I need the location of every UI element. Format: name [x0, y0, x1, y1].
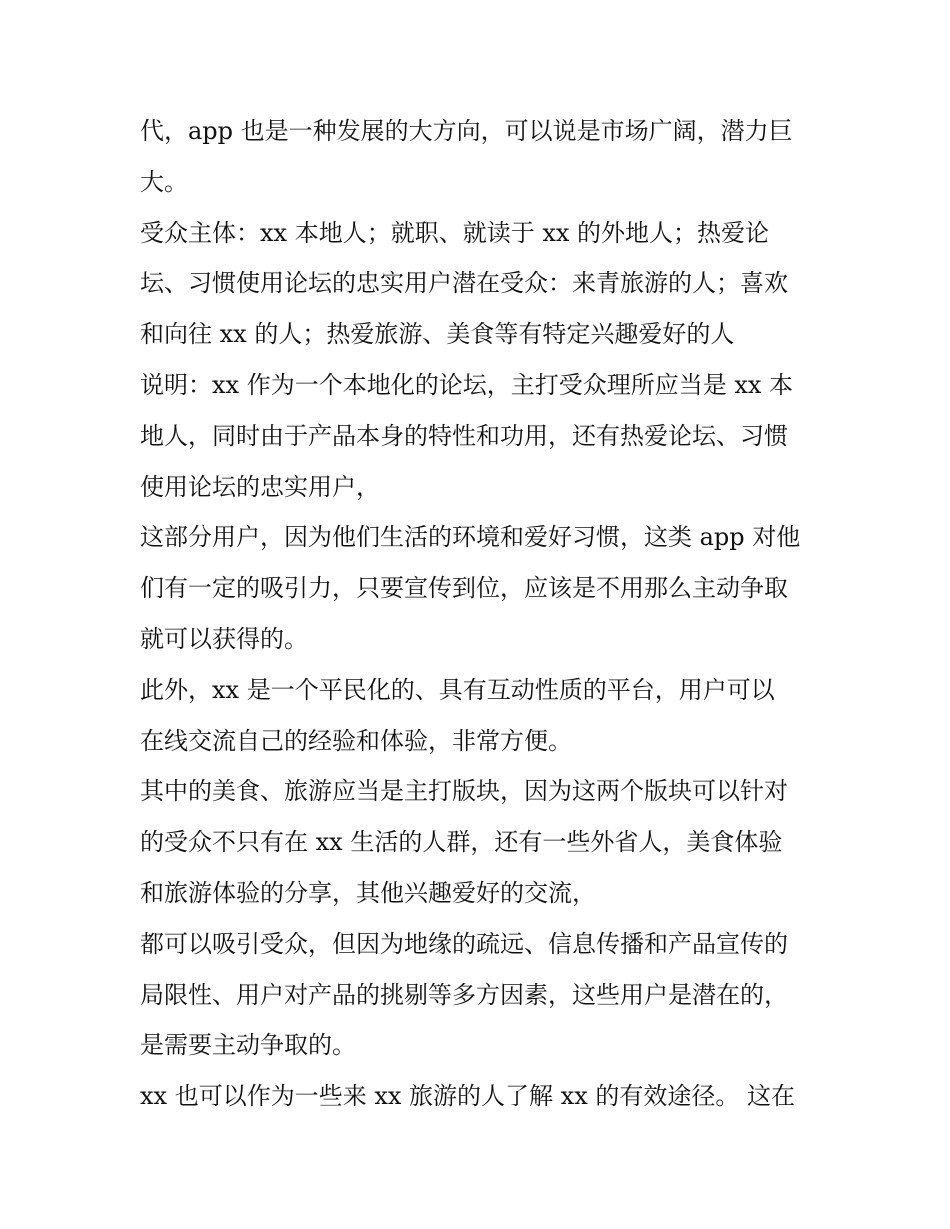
- text-line: 都可以吸引受众，但因为地缘的疏远、信息传播和产品宣传的: [140, 929, 788, 958]
- text-line: 局限性、用户对产品的挑剔等多方因素，这些用户是潜在的，: [140, 980, 788, 1009]
- text-line: 地人，同时由于产品本身的特性和功用，还有热爱论坛、习惯: [140, 421, 788, 450]
- text-line: 这部分用户，因为他们生活的环境和爱好习惯，这类 app 对他: [140, 523, 801, 552]
- text-line: 和旅游体验的分享，其他兴趣爱好的交流，: [140, 878, 596, 907]
- text-line: 是需要主动争取的。: [140, 1031, 356, 1060]
- text-line: 使用论坛的忠实用户，: [140, 472, 380, 501]
- text-line: xx 也可以作为一些来 xx 旅游的人了解 xx 的有效途径。 这在: [140, 1082, 795, 1111]
- text-line: 受众主体：xx 本地人；就职、就读于 xx 的外地人；热爱论: [140, 218, 770, 247]
- text-line: 们有一定的吸引力，只要宣传到位，应该是不用那么主动争取: [140, 574, 788, 603]
- text-line: 其中的美食、旅游应当是主打版块，因为这两个版块可以针对: [140, 777, 788, 806]
- text-line: 就可以获得的。: [140, 624, 308, 653]
- body-text: [140, 106, 820, 1122]
- text-line: 的受众不只有在 xx 生活的人群，还有一些外省人，美食体验: [140, 828, 783, 857]
- text-line: 和向往 xx 的人；热爱旅游、美食等有特定兴趣爱好的人: [140, 320, 735, 349]
- text-line: 坛、习惯使用论坛的忠实用户潜在受众：来青旅游的人；喜欢: [140, 269, 788, 298]
- text-line: 在线交流自己的经验和体验，非常方便。: [140, 726, 572, 755]
- text-line: 大。: [140, 167, 188, 196]
- text-line: 代，app 也是一种发展的大方向，可以说是市场广阔，潜力巨: [140, 117, 793, 145]
- text-line: 说明：xx 作为一个本地化的论坛，主打受众理所应当是 xx 本: [140, 370, 794, 399]
- text-line: 此外，xx 是一个平民化的、具有互动性质的平台，用户可以: [140, 675, 775, 704]
